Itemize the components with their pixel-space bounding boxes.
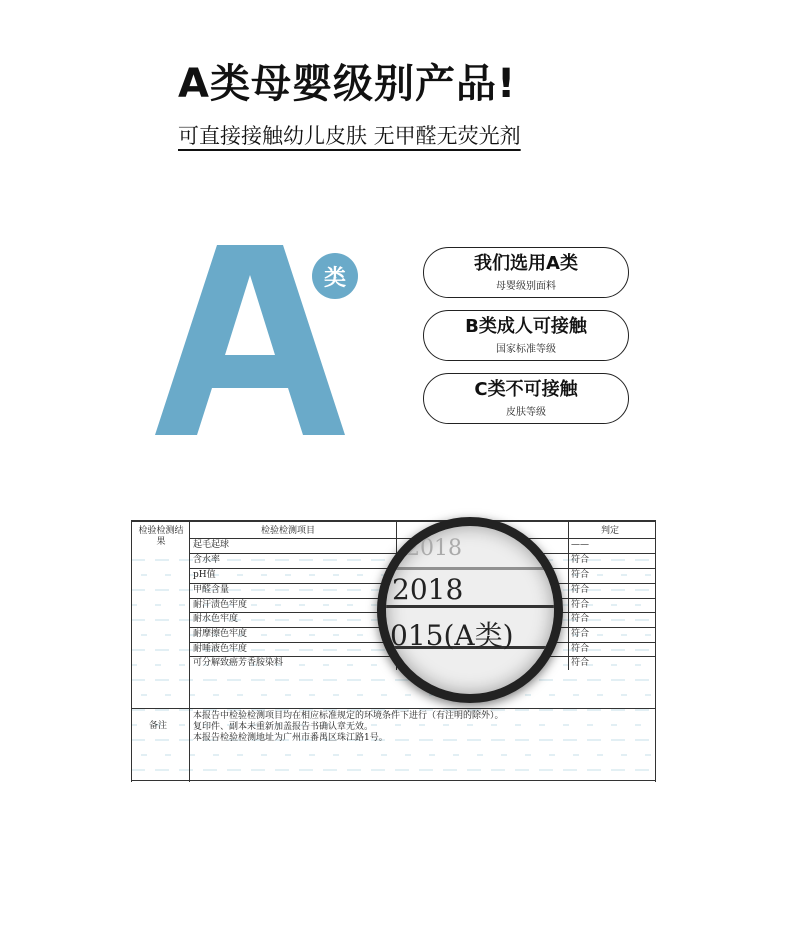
- grade-b-pill: [423, 310, 629, 361]
- row-item: 耐唾液色牢度: [193, 644, 248, 654]
- note-line: 复印件、副本未重新加盖报告书确认章无效。: [193, 722, 374, 732]
- row-judge: 符合: [571, 658, 590, 668]
- subline: 可直接接触幼儿皮肤 无甲醛无荧光剂: [178, 124, 521, 148]
- note-line: 本报告中检验检测项目均在相应标准规定的环境条件下进行（有注明的除外）。: [193, 711, 504, 721]
- row-judge: 符合: [571, 629, 590, 639]
- row-item: 甲醛含量: [193, 585, 230, 595]
- row-item: 耐汗渍色牢度: [193, 600, 248, 610]
- row-item: 可分解致癌芳香胺染料: [193, 658, 284, 668]
- headline: A类母婴级别产品!: [178, 61, 517, 107]
- magnified-text: 2018: [392, 573, 464, 606]
- pill-title: C类不可接触: [474, 379, 578, 400]
- magnified-text: 2018: [406, 536, 462, 561]
- section-label: 检验检测结果: [138, 526, 184, 547]
- row-item: 耐水色牢度: [193, 614, 239, 624]
- row-judge: 符合: [571, 555, 590, 565]
- notes-label: 备注: [149, 721, 168, 731]
- column-header-item: 检验检测项目: [261, 526, 316, 536]
- row-judge: 符合: [571, 600, 590, 610]
- pill-subtitle: 皮肤等级: [506, 407, 546, 418]
- column-header-judge: 判定: [601, 526, 620, 536]
- row-item: 耐摩擦色牢度: [193, 629, 248, 639]
- pill-title: 我们选用A类: [474, 253, 578, 274]
- pill-title: B类成人可接触: [465, 316, 587, 337]
- pill-subtitle: 国家标准等级: [496, 344, 556, 355]
- magnified-text: 015(A类): [390, 619, 514, 652]
- row-item: pH值: [193, 570, 216, 580]
- row-judge: 符合: [571, 644, 590, 654]
- row-item: 含水率: [193, 555, 221, 565]
- grade-a-pill: [423, 247, 629, 298]
- row-judge: 符合: [571, 585, 590, 595]
- note-line: 本报告检验检测地址为广州市番禺区珠江路1号。: [193, 733, 388, 743]
- lei-badge: 类: [312, 253, 358, 299]
- grade-c-pill: [423, 373, 629, 424]
- row-judge: ——: [571, 540, 589, 550]
- row-judge: 符合: [571, 570, 590, 580]
- pill-subtitle: 母婴级别面料: [496, 281, 556, 292]
- row-item: 起毛起球: [193, 540, 230, 550]
- row-judge: 符合: [571, 614, 590, 624]
- magnifier-lens: [377, 517, 563, 703]
